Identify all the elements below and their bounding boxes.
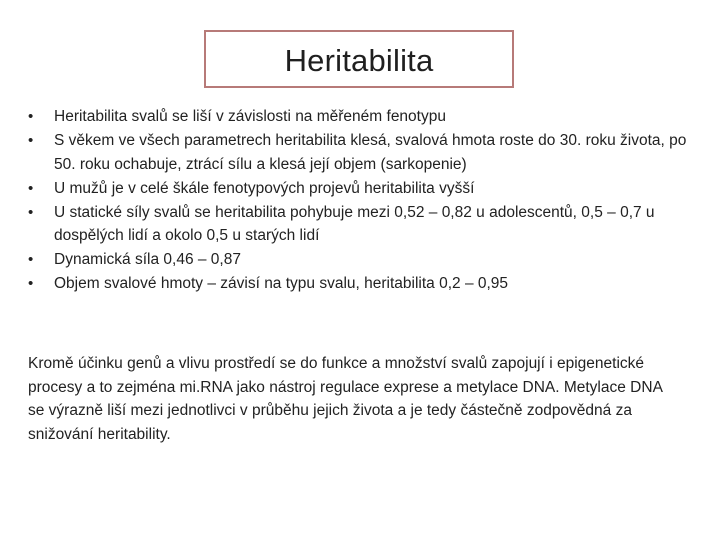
bullet-text: Heritabilita svalů se liší v závislosti na měřeném fenotypu	[54, 108, 446, 125]
bullet-text: S věkem ve všech parametrech heritabilita klesá, svalová hmota roste do 30. roku života, po 50. roku ochabuje, ztrácí sílu a klesá její objem (sarkopenie)	[54, 132, 687, 173]
bullet-item	[28, 177, 708, 201]
bullet-icon: •	[28, 179, 34, 197]
slide-title: Heritabilita	[284, 43, 434, 78]
bullet-text: U statické síly svalů se heritabilita pohybuje mezi 0,52 – 0,82 u adolescentů, 0,5 – 0,7 u dospělých lidí a okolo 0,5 u starých lidí	[54, 203, 655, 244]
bullet-item	[28, 272, 708, 296]
bullet-item	[28, 201, 708, 248]
bullet-icon: •	[28, 108, 34, 125]
title-box	[204, 30, 514, 88]
bullet-text: U mužů je v celé škále fenotypových projevů heritabilita vyšší	[54, 179, 475, 197]
bullet-icon: •	[28, 203, 34, 221]
bullet-icon: •	[28, 251, 34, 268]
bullet-icon: •	[28, 275, 34, 292]
summary-paragraph: Kromě účinku genů a vlivu prostředí se do funkce a množství svalů zapojují i epigenetické procesy a to zejména mi.RNA jako nástroj regulace exprese a metylace DNA. Metylace DNA se výrazně liší mezi jednotlivci v průběhu jejich života a je tedy částečně zodpovědná za snižování heritability.	[28, 355, 663, 443]
bullet-text: Dynamická síla 0,46 – 0,87	[54, 251, 241, 268]
bullet-item	[28, 105, 708, 129]
bullet-item	[28, 248, 708, 272]
bullet-text: Objem svalové hmoty – závisí na typu svalu, heritabilita 0,2 – 0,95	[54, 275, 509, 292]
bullet-item	[28, 129, 708, 176]
bullet-icon: •	[28, 132, 34, 149]
bullet-list	[28, 105, 708, 296]
